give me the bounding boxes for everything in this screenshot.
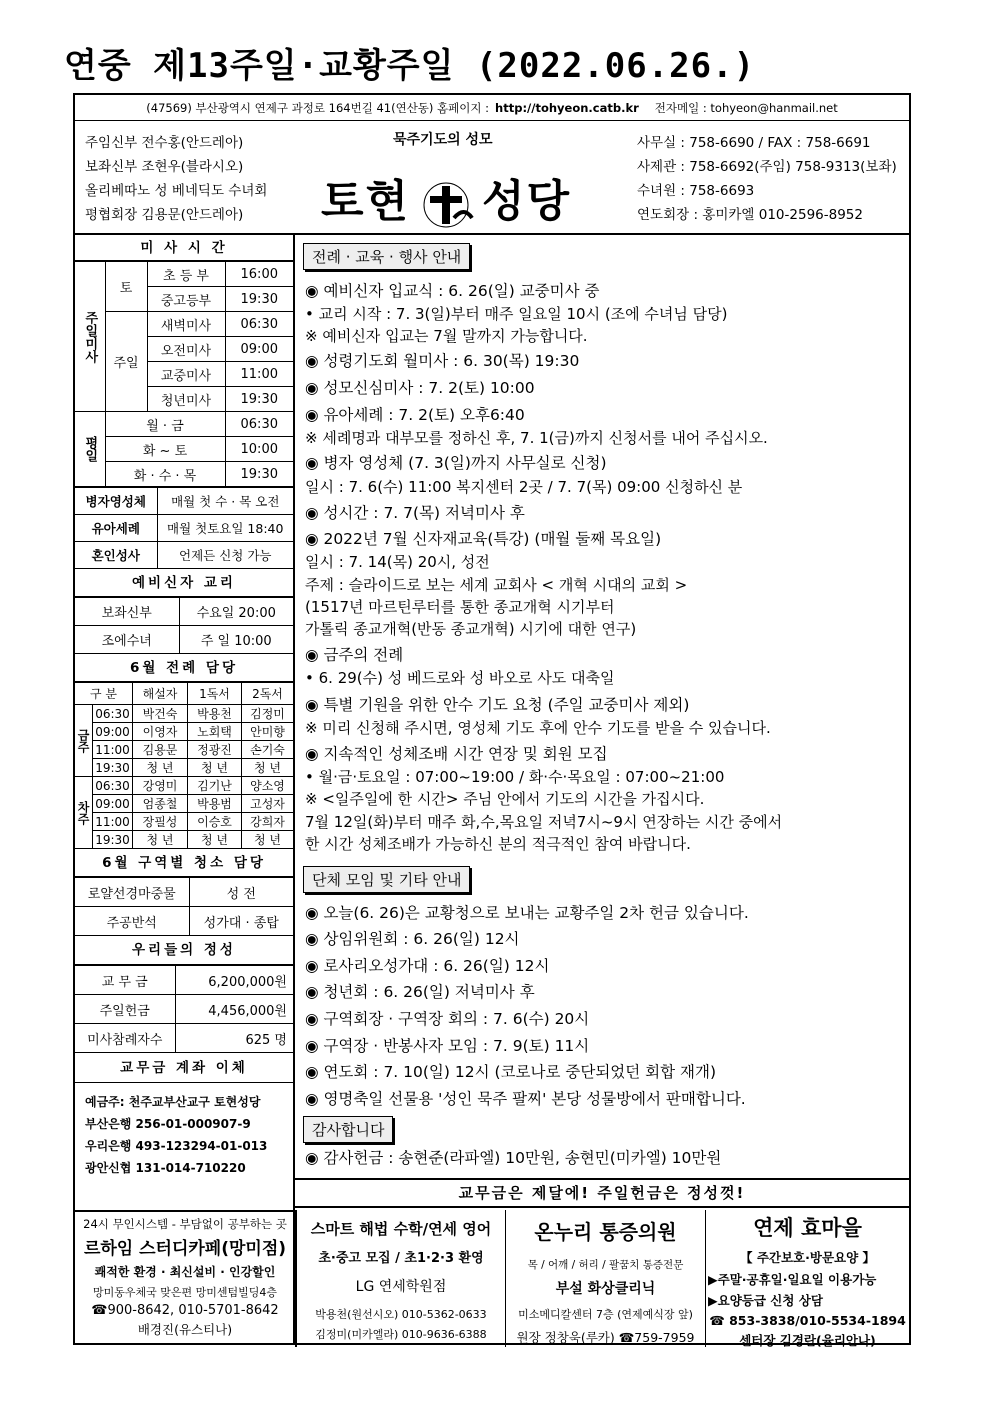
catechism-teacher: 보좌신부 — [75, 598, 179, 626]
notice-line: 7월 12일(화)부터 매주 화,수,목요일 저녁7시~9시 연장하는 시간 중에서 — [305, 813, 783, 831]
cleaning-area: 성 전 — [189, 878, 293, 907]
notice-line: ◉ 감사헌금 : 송현준(라파엘) 10만원, 송현민(미카엘) 10만원 — [305, 1149, 722, 1167]
slogan-bar: 교무금은 제달에! 주일헌금은 정성껏! — [295, 1178, 909, 1208]
notice-line: ◉ 성모신심미사 : 7. 2(토) 10:00 — [305, 379, 535, 397]
liturgy-cell: 김기난 — [188, 777, 242, 795]
ad-line: 망미동우체국 맞은편 망미센텀빌딩4층 — [92, 1286, 277, 1299]
liturgy-cell: 손기숙 — [242, 741, 294, 759]
sacrament-name: 유아세례 — [75, 515, 157, 542]
mass-name: 청년미사 — [147, 387, 225, 412]
liturgy-cell: 청 년 — [188, 759, 242, 777]
bank-line: 광안신협 131-014-710220 — [85, 1161, 246, 1175]
ad-study-cafe — [75, 1210, 295, 1347]
mass-time: 06:30 — [225, 412, 293, 437]
contact-item: 사무실 : 758-6690 / FAX : 758-6691 — [637, 135, 871, 151]
ad-line: 센터장 김경란(율리안나) — [739, 1333, 876, 1348]
liturgy-cell: 청 년 — [242, 831, 294, 849]
ad-line: 쾌적한 환경 · 최신설비 · 인강할인 — [94, 1265, 276, 1279]
notice-line: ※ 미리 신청해 주시면, 영성체 기도 후에 안수 기도를 받을 수 있습니다. — [305, 719, 771, 737]
address-text: (47569) 부산광역시 연제구 과정로 164번길 41(연산동) 홈페이지 : — [146, 100, 490, 115]
mass-time: 06:30 — [225, 312, 293, 337]
liturgy-cell: 박건숙 — [133, 705, 188, 723]
catechism-time: 주 일 10:00 — [179, 626, 293, 654]
section-header-label: 감사합니다 — [303, 1116, 393, 1143]
ad-line: 초·중고 모집 / 초1·2·3 환영 — [318, 1251, 484, 1266]
notice-line: ◉ 유아세례 : 7. 2(토) 오후6:40 — [305, 406, 525, 424]
sat-label: 토 — [105, 262, 147, 312]
cleaning-table — [75, 877, 293, 936]
mass-time: 11:00 — [225, 362, 293, 387]
ad-line: 배경진(유스티나) — [137, 1322, 233, 1337]
liturgy-cell: 19:30 — [93, 759, 133, 777]
catechism-teacher: 조에수녀 — [75, 626, 179, 654]
notice-line: ◉ 지속적인 성체조배 시간 연장 및 회원 모집 — [305, 745, 608, 763]
notice-line: ※ <일주일에 한 시간> 주님 안에서 기도의 시간을 가집시다. — [305, 790, 705, 808]
notice-line: ◉ 연도회 : 7. 10(일) 12시 (코로나로 중단되었던 회합 재개) — [305, 1063, 717, 1081]
sacrament-time: 매월 첫토요일 18:40 — [157, 515, 293, 542]
mass-times-title: 미 사 시 간 — [75, 235, 293, 261]
liturgy-cell: 청 년 — [242, 759, 294, 777]
next-week-label: 차주 — [75, 777, 93, 849]
catechism-title: 예비신자 교리 — [75, 569, 293, 597]
mass-name: 새벽미사 — [147, 312, 225, 337]
notice-line: ◉ 청년회 : 6. 26(일) 저녁미사 후 — [305, 983, 535, 1001]
liturgy-cell: 강영미 — [133, 777, 188, 795]
email-text: 전자메일 : tohyeon@hanmail.net — [654, 100, 838, 115]
liturgy-cell: 이승호 — [188, 813, 242, 831]
logo-name-left: 토현 — [321, 176, 411, 227]
liturgy-cell: 김정미 — [242, 705, 294, 723]
notice-line: 가톨릭 종교개혁(반동 종교개혁) 시기에 대한 연구) — [305, 620, 637, 638]
liturgy-cell: 양소영 — [242, 777, 294, 795]
contact-item: 사제관 : 758-6692(주임) 758-9313(보좌) — [637, 159, 897, 175]
header — [75, 121, 909, 235]
liturgy-cell: 이영자 — [133, 723, 188, 741]
extra-sacraments-table — [75, 487, 293, 569]
offering-label: 미사참례자수 — [75, 1024, 175, 1053]
sun-label: 주일 — [105, 312, 147, 412]
notice-line: ◉ 병자 영성체 (7. 3(일)까지 사무실로 신청) — [305, 454, 607, 472]
notice-line: ◉ 상임위원회 : 6. 26(일) 12시 — [305, 930, 520, 948]
catechism-time: 수요일 20:00 — [179, 598, 293, 626]
liturgy-header: 2독서 — [242, 683, 294, 705]
ad-title: 르하임 스터디카페(망미점) — [83, 1239, 287, 1259]
ad-title: 온누리 통증의원 — [534, 1220, 677, 1244]
sunday-label: 주일미사 — [75, 262, 105, 412]
notice-line: ◉ 2022년 7월 신자재교육(특강) (매월 둘째 목요일) — [305, 530, 662, 548]
offering-table — [75, 965, 293, 1053]
page-title: 연중 제13주일·교황주일 (2022.06.26.) — [64, 46, 756, 86]
contact-item: 연도회장 : 홍미카엘 010-2596-8952 — [637, 207, 863, 223]
liturgy-cell: 박용범 — [188, 795, 242, 813]
offering-label: 주일헌금 — [75, 995, 175, 1024]
liturgy-cell: 강희자 — [242, 813, 294, 831]
mass-name: 월 · 금 — [105, 412, 225, 437]
ad-line: 24시 무인시스템 - 부담없이 공부하는 곳 — [83, 1217, 287, 1231]
clergy-list — [85, 131, 267, 227]
ad-title: 연제 효마을 — [753, 1216, 862, 1240]
notice-line: ※ 예비신자 입교는 7월 말까지 가능합니다. — [305, 327, 588, 345]
ad-line: 김정미(미카엘라) 010-9636-6388 — [315, 1328, 487, 1341]
notice-line: ※ 세례명과 대부모를 정하신 후, 7. 1(금)까지 신청서를 내어 주십시오. — [305, 429, 768, 447]
cleaning-area: 성가대 · 종탑 — [189, 907, 293, 936]
notice-line: 일시 : 7. 6(수) 11:00 복지센터 2곳 / 7. 7(목) 09:00 신청하신 분 — [305, 478, 743, 496]
mass-name: 화 · 수 · 목 — [105, 462, 225, 487]
offering-value: 6,200,000원 — [175, 966, 293, 995]
sacrament-time: 매월 첫 수 · 목 오전 — [157, 488, 293, 515]
this-week-label: 금주 — [75, 705, 93, 777]
clergy-item: 평협회장 김용문(안드레아) — [85, 207, 244, 223]
section-header-thanks — [303, 1116, 393, 1143]
mass-times-table — [75, 261, 293, 487]
liturgy-cell: 청 년 — [188, 831, 242, 849]
ad-line: 원장 정창욱(루카) ☎759-7959 — [516, 1330, 695, 1345]
section-header-label: 단체 모임 및 기타 안내 — [303, 866, 470, 893]
liturgy-cell: 11:00 — [93, 741, 133, 759]
notice-line: • 6. 29(수) 성 베드로와 성 바오로 사도 대축일 — [305, 669, 615, 687]
liturgy-cell: 정광진 — [188, 741, 242, 759]
mass-time: 19:30 — [225, 387, 293, 412]
notice-line: • 월·금·토요일 : 07:00~19:00 / 화·수·목요일 : 07:00~21:00 — [305, 768, 725, 786]
mass-name: 화 ~ 토 — [105, 437, 225, 462]
sacrament-name: 병자영성체 — [75, 488, 157, 515]
liturgy-header: 구 분 — [75, 683, 133, 705]
notice-line: ◉ 성령기도회 월미사 : 6. 30(목) 19:30 — [305, 352, 580, 370]
notice-line: ◉ 특별 기원을 위한 안수 기도 요청 (주일 교중미사 제외) — [305, 696, 690, 714]
liturgy-cell: 엄종철 — [133, 795, 188, 813]
homepage-link[interactable]: http://tohyeon.catb.kr — [495, 100, 639, 115]
ad-line: LG 연세학원점 — [355, 1279, 447, 1295]
liturgy-cell: 청 년 — [133, 831, 188, 849]
notice-line: (1517년 마르틴루터를 통한 종교개혁 시기부터 — [305, 598, 615, 616]
ad-clinic — [505, 1210, 705, 1347]
notice-line: ◉ 금주의 전례 — [305, 646, 404, 664]
right-column — [295, 235, 909, 1345]
ad-title: 스마트 해법 수학/연세 영어 — [310, 1220, 492, 1238]
ad-care-center — [705, 1210, 909, 1347]
liturgy-cell: 김용문 — [133, 741, 188, 759]
clergy-item: 올리베따노 성 베네딕도 수녀회 — [85, 183, 268, 199]
notice-line: ◉ 성시간 : 7. 7(목) 저녁미사 후 — [305, 504, 525, 522]
notice-line: ◉ 예비신자 입교식 : 6. 26(일) 교중미사 중 — [305, 282, 600, 300]
notice-line: 일시 : 7. 14(목) 20시, 성전 — [305, 553, 490, 571]
liturgy-cell: 09:00 — [93, 723, 133, 741]
liturgy-header: 1독서 — [188, 683, 242, 705]
logo-subtitle: 묵주기도의 성모 — [393, 132, 493, 148]
liturgy-cell: 안미향 — [242, 723, 294, 741]
liturgy-cell: 장필성 — [133, 813, 188, 831]
notice-line: ◉ 구역장 · 반봉사자 모임 : 7. 9(토) 11시 — [305, 1037, 590, 1055]
notice-line: ◉ 로사리오성가대 : 6. 26(일) 12시 — [305, 957, 550, 975]
ad-line: 목 / 어깨 / 허리 / 팔꿈치 통증전문 — [527, 1259, 684, 1271]
catechism-table — [75, 597, 293, 654]
section-header-groups — [303, 866, 470, 893]
clergy-item: 보좌신부 조현우(블라시오) — [85, 159, 244, 175]
liturgy-cell: 11:00 — [93, 813, 133, 831]
ad-line: 부설 화상클리닉 — [555, 1281, 656, 1297]
cleaning-district: 로얄선경마중물 — [75, 878, 189, 907]
notice-line: • 교리 시작 : 7. 3(일)부터 매주 일요일 10시 (조에 수녀님 담당) — [305, 305, 728, 323]
offering-title: 우리들의 정성 — [75, 936, 293, 965]
ad-line: 【 주간보호·방문요양 】 — [739, 1250, 876, 1265]
sacrament-name: 혼인성사 — [75, 542, 157, 569]
mass-name: 오전미사 — [147, 337, 225, 362]
ad-line: 미소메디칼센터 7층 (연제예식장 앞) — [518, 1308, 693, 1321]
liturgy-header: 해설자 — [133, 683, 188, 705]
sacrament-time: 언제든 신청 가능 — [157, 542, 293, 569]
ad-line: ▶요양등급 신청 상담 — [708, 1293, 823, 1308]
offering-value: 625 명 — [175, 1024, 293, 1053]
mass-time: 19:30 — [225, 287, 293, 312]
notice-line: ◉ 영명축일 선물용 '성인 묵주 팔찌' 본당 성물방에서 판매합니다. — [305, 1090, 746, 1108]
mass-time: 09:00 — [225, 337, 293, 362]
mass-time: 16:00 — [225, 262, 293, 287]
weekday-label: 평일 — [75, 412, 105, 487]
section-header-liturgy — [303, 243, 470, 270]
bank-title: 교무금 계좌 이체 — [75, 1053, 293, 1083]
mass-time: 10:00 — [225, 437, 293, 462]
mass-time: 19:30 — [225, 462, 293, 487]
liturgy-cell: 노회택 — [188, 723, 242, 741]
liturgy-cell: 청 년 — [133, 759, 188, 777]
liturgy-cell: 박용천 — [188, 705, 242, 723]
ad-line: ☎900-8642, 010-5701-8642 — [91, 1303, 279, 1318]
bank-line: 예금주: 천주교부산교구 토현성당 — [85, 1095, 261, 1109]
bulletin-frame — [73, 93, 911, 1348]
liturgy-cell: 06:30 — [93, 777, 133, 795]
bank-line: 우리은행 493-123294-01-013 — [85, 1139, 268, 1153]
address-bar — [75, 95, 909, 121]
liturgy-cell: 06:30 — [93, 705, 133, 723]
clergy-item: 주임신부 전수홍(안드레아) — [85, 135, 244, 151]
contacts-list — [637, 131, 897, 227]
church-logo — [321, 165, 571, 230]
liturgy-cell: 09:00 — [93, 795, 133, 813]
notice-line: 주제 : 슬라이드로 보는 세계 교회사 < 개혁 시대의 교회 > — [305, 576, 688, 594]
notice-line: 한 시간 성체조배가 가능하신 분의 적극적인 참여 바랍니다. — [305, 835, 691, 853]
mass-name: 초 등 부 — [147, 262, 225, 287]
liturgy-table — [75, 682, 293, 849]
bank-line: 부산은행 256-01-000907-9 — [85, 1117, 251, 1131]
cleaning-title: 6월 구역별 청소 담당 — [75, 849, 293, 877]
mass-name: 중고등부 — [147, 287, 225, 312]
cleaning-district: 주공반석 — [75, 907, 189, 936]
offering-value: 4,456,000원 — [175, 995, 293, 1024]
notice-line: ◉ 오늘(6. 26)은 교황청으로 보내는 교황주일 2차 헌금 있습니다. — [305, 904, 749, 922]
ad-line: ☎ 853-3838/010-5534-1894 — [709, 1313, 906, 1328]
bank-accounts — [75, 1083, 293, 1179]
contact-item: 수녀원 : 758-6693 — [637, 183, 755, 199]
left-column — [75, 235, 295, 1345]
offering-label: 교 무 금 — [75, 966, 175, 995]
liturgy-title: 6월 전례 담당 — [75, 654, 293, 682]
liturgy-cell: 19:30 — [93, 831, 133, 849]
cross-icon — [416, 180, 476, 230]
ad-math-academy — [295, 1210, 505, 1347]
liturgy-cell: 고성자 — [242, 795, 294, 813]
ad-line: ▶주말·공휴일·일요일 이용가능 — [708, 1272, 877, 1287]
notice-line: ◉ 구역회장 · 구역장 회의 : 7. 6(수) 20시 — [305, 1010, 590, 1028]
mass-name: 교중미사 — [147, 362, 225, 387]
section-header-label: 전례 · 교육 · 행사 안내 — [303, 243, 470, 270]
logo-name-right: 성당 — [482, 176, 572, 227]
ad-line: 박용천(원선시오) 010-5362-0633 — [315, 1308, 487, 1321]
